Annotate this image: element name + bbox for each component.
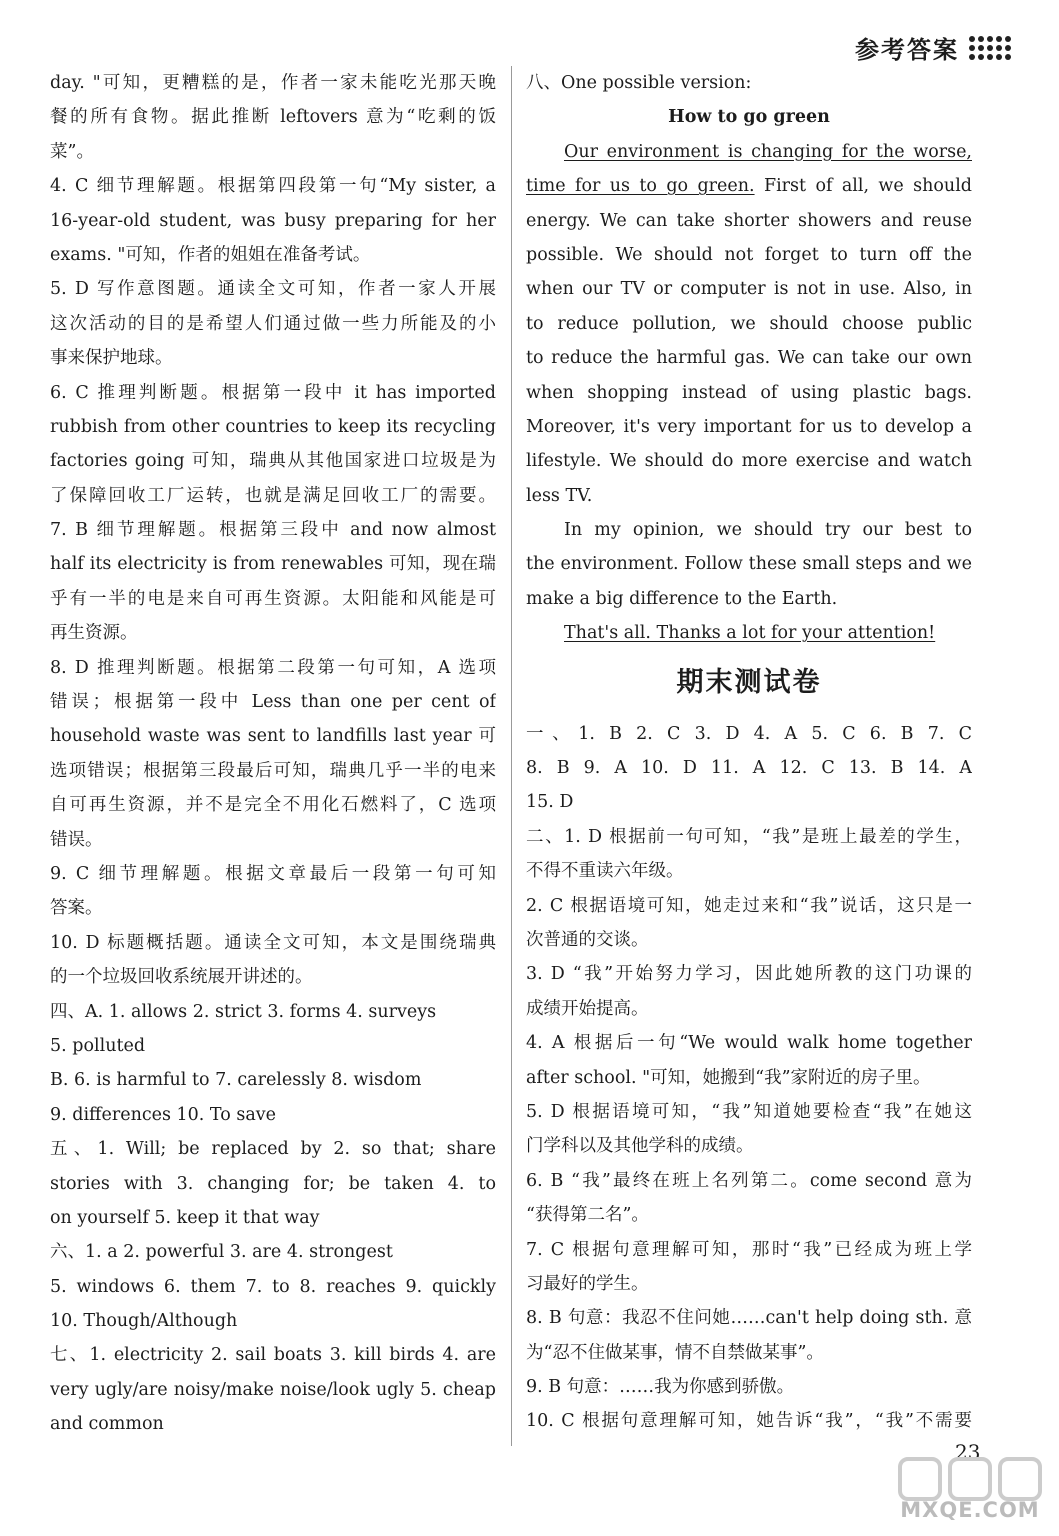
text-line [50, 307, 496, 341]
text-line [526, 547, 972, 581]
underlined-text: time for us to go green. [526, 176, 755, 197]
text-line [526, 272, 972, 306]
text-line [50, 1098, 496, 1132]
text-line [526, 1026, 972, 1060]
line-text: 9. C 细节理解题。根据文章最后一段第一句可知 [50, 863, 496, 884]
line-text: 习最好的学生。 [526, 1273, 649, 1294]
text-line [526, 410, 972, 444]
text-line [526, 854, 972, 888]
line-text: when shopping instead of using plastic bags. [526, 382, 972, 403]
line-text: 7. B 细节理解题。根据第三段中 and now almost [50, 520, 496, 541]
text-line [50, 238, 496, 272]
text-line [50, 616, 496, 650]
line-text: household waste was sent to landfills last year 可 [50, 726, 496, 747]
text-line [526, 513, 972, 547]
line-text: to reduce the harmful gas. We can take our own [526, 348, 972, 369]
line-text: half its electricity is from renewables 可知，现在瑞 [50, 554, 496, 575]
line-text: 乎有一半的电是来自可再生资源。太阳能和风能是可 [50, 588, 496, 609]
line-text: 错误。 [50, 829, 103, 850]
line-text: 事来保护地球。 [50, 348, 173, 369]
text-line [526, 479, 972, 513]
line-text: 10. D 标题概括题。通读全文可知，本文是围绕瑞典 [50, 932, 496, 953]
line-text: 9. B 句意：……我为你感到骄傲。 [526, 1377, 795, 1398]
text-line [526, 923, 972, 957]
line-text: 这次活动的目的是希望人们通过做一些力所能及的小 [50, 313, 496, 334]
dots-decoration-icon [969, 36, 1011, 60]
line-text: 6. B “我”最终在班上名列第二。come second 意为 [526, 1170, 972, 1191]
text-line [50, 960, 496, 994]
text-line [526, 717, 972, 751]
text-line [50, 754, 496, 788]
watermark-text: MXQE.COM [900, 1498, 1040, 1522]
text-line [526, 1164, 972, 1198]
text-line [526, 1301, 972, 1335]
text-line [50, 135, 496, 169]
text-line [50, 1167, 496, 1201]
text-line [526, 1336, 972, 1370]
text-line [526, 992, 972, 1026]
line-text: 再生资源。 [50, 623, 138, 644]
line-text: 四、A. 1. allows 2. strict 3. forms 4. surveys [50, 1001, 437, 1022]
page-header [855, 30, 1011, 65]
text-line [50, 1063, 496, 1097]
line-text: on yourself 5. keep it that way [50, 1207, 320, 1228]
text-line [526, 135, 972, 169]
line-text: 10. Though/Although [50, 1311, 238, 1332]
line-text: 8. B 句意：我忍不住问她……can't help doing sth. 意 [526, 1308, 972, 1329]
final-test-answers [526, 717, 972, 1439]
text-line [526, 582, 972, 616]
line-text: rubbish from other countries to keep its recycling [50, 416, 496, 437]
line-text: factories going 可知，瑞典从其他国家进口垃圾是为 [50, 451, 496, 472]
line-text: energy. We can take shorter showers and reuse [526, 210, 972, 231]
text-line [50, 204, 496, 238]
line-text: 菜”。 [50, 141, 94, 162]
line-text: How to go green [668, 107, 830, 128]
text-line [50, 1407, 496, 1441]
text-line [526, 1129, 972, 1163]
page-number: 23 [955, 1440, 981, 1464]
text-line [526, 238, 972, 272]
text-line [50, 169, 496, 203]
text-line [526, 616, 972, 650]
text-line [526, 785, 972, 819]
line-text: 门学科以及其他学科的成绩。 [526, 1136, 754, 1157]
column-divider [511, 66, 512, 1446]
text-line [526, 1233, 972, 1267]
text-line [50, 66, 496, 100]
line-text: 7. C 根据句意理解可知，那时“我”已经成为班上学 [526, 1239, 972, 1260]
line-text: “获得第二名”。 [526, 1205, 649, 1226]
text-line [50, 1132, 496, 1166]
line-text: less TV. [526, 485, 593, 506]
text-line [526, 100, 972, 134]
text-line [50, 995, 496, 1029]
line-text: 5. polluted [50, 1035, 146, 1056]
text-line [50, 444, 496, 478]
line-text: after school. "可知，她搬到“我”家附近的房子里。 [526, 1067, 931, 1088]
line-text: 六、1. a 2. powerful 3. are 4. strongest [50, 1242, 393, 1263]
line-text: 次普通的交谈。 [526, 929, 649, 950]
text-line [526, 1198, 972, 1232]
text-line [526, 1267, 972, 1301]
line-text: stories with 3. changing for; be taken 4. to [50, 1173, 496, 1194]
section-title: 期末测试卷 [676, 666, 822, 698]
line-text: 五、1. Will; be replaced by 2. so that; share [50, 1139, 496, 1160]
text-line [526, 66, 972, 100]
text-line [526, 307, 972, 341]
line-text: very ugly/are noisy/make noise/look ugly 5. cheap [50, 1379, 496, 1400]
line-text: day. "可知，更糟糕的是，作者一家未能吃光那天晚 [50, 73, 496, 93]
line-text: First of all, we should [763, 176, 972, 197]
text-line [50, 891, 496, 925]
line-text: 16-year-old student, was busy preparing for her [50, 210, 496, 231]
line-text: 8. B 9. A 10. D 11. A 12. C 13. B 14. A [526, 758, 972, 779]
line-text: when our TV or computer is not in use. Also, in [526, 279, 972, 300]
line-text: Our environment is changing for the worse, [564, 141, 972, 162]
text-line [526, 889, 972, 923]
line-text: to reduce pollution, we should choose public [526, 313, 972, 334]
line-text: lifestyle. We should do more exercise and watch [526, 451, 972, 472]
line-text: 5. D 写作意图题。通读全文可知，作者一家人开展 [50, 279, 496, 300]
line-text: 错误；根据第一段中 Less than one per cent of [50, 692, 496, 713]
line-text: B. 6. is harmful to 7. carelessly 8. wisdom [50, 1070, 422, 1091]
text-line [526, 1061, 972, 1095]
text-line [50, 547, 496, 581]
essay-block [526, 66, 972, 651]
line-text: 5. windows 6. them 7. to 8. reaches 9. quickly [50, 1276, 496, 1297]
text-line [50, 651, 496, 685]
line-text: 答案。 [50, 898, 103, 919]
text-line [50, 479, 496, 513]
text-line [50, 410, 496, 444]
line-text: exams. "可知，作者的姐姐在准备考试。 [50, 244, 371, 265]
line-text: In my opinion, we should try our best to [564, 520, 972, 541]
line-text: 4. A 根据后一句“We would walk home together [526, 1033, 972, 1054]
line-text: 10. C 根据句意理解可知，她告诉“我”，“我”不需要 [526, 1411, 972, 1432]
text-line [526, 444, 972, 478]
text-line [526, 341, 972, 375]
text-line [526, 1404, 972, 1438]
line-text: and common [50, 1414, 164, 1435]
text-line [50, 100, 496, 134]
line-text: possible. We should not forget to turn off the [526, 244, 972, 265]
line-text: 选项错误；根据第三段最后可知，瑞典几乎一半的电来 [50, 760, 496, 781]
line-text: That's all. Thanks a lot for your attention! [564, 623, 936, 644]
line-text: 七、1. electricity 2. sail boats 3. kill birds 4. are [50, 1345, 496, 1366]
line-text: 5. D 根据语境可知，“我”知道她要检查“我”在她这 [526, 1101, 972, 1122]
text-line [526, 820, 972, 854]
line-text: 餐的所有食物。据此推断 leftovers 意为“吃剩的饭 [50, 107, 496, 128]
text-line [50, 685, 496, 719]
text-line [526, 957, 972, 991]
line-text: 4. C 细节理解题。根据第四段第一句“My sister, a [50, 176, 496, 197]
text-line [50, 823, 496, 857]
text-line [50, 857, 496, 891]
line-text: make a big difference to the Earth. [526, 588, 838, 609]
text-line [50, 1304, 496, 1338]
line-text: 成绩开始提高。 [526, 998, 649, 1019]
header-title: 参考答案 [855, 36, 959, 64]
line-text: the environment. Follow these small steps and we [526, 554, 972, 575]
line-text: 15. D [526, 792, 574, 813]
right-column [526, 66, 972, 1439]
line-text: 二、1. D 根据前一句可知，“我”是班上最差的学生， [526, 826, 972, 847]
text-line [50, 513, 496, 547]
line-text: 八、One possible version: [526, 73, 752, 93]
text-line [50, 376, 496, 410]
line-text: 一、1. B 2. C 3. D 4. A 5. C 6. B 7. C [526, 723, 972, 744]
line-text: 3. D “我”开始努力学习，因此她所教的这门功课的 [526, 964, 972, 985]
line-text: 8. D 推理判断题。根据第二段第一句可知，A 选项 [50, 657, 496, 678]
text-line [526, 1370, 972, 1404]
text-line [50, 1270, 496, 1304]
line-text: 为“忍不住做某事，情不自禁做某事”。 [526, 1342, 824, 1363]
text-line [50, 1373, 496, 1407]
text-line [526, 169, 972, 203]
line-text: 不得不重读六年级。 [526, 861, 684, 882]
line-text: 自可再生资源，并不是完全不用化石燃料了，C 选项 [50, 795, 496, 816]
text-line [50, 926, 496, 960]
text-line [50, 1235, 496, 1269]
text-line [50, 341, 496, 375]
text-line [50, 272, 496, 306]
text-line [50, 1029, 496, 1063]
text-line [50, 1201, 496, 1235]
line-text: Moreover, it's very important for us to develop a [526, 416, 972, 437]
text-line [50, 582, 496, 616]
line-text: 9. differences 10. To save [50, 1104, 277, 1125]
text-line [526, 204, 972, 238]
text-line [50, 788, 496, 822]
line-text: 2. C 根据语境可知，她走过来和“我”说话，这只是一 [526, 895, 972, 916]
text-line [526, 376, 972, 410]
text-line [50, 1338, 496, 1372]
left-column [50, 66, 496, 1442]
text-line [526, 1095, 972, 1129]
text-line [526, 751, 972, 785]
line-text: 的一个垃圾回收系统展开讲述的。 [50, 967, 313, 988]
line-text: 了保障回收工厂运转，也就是满足回收工厂的需要。 [50, 485, 496, 506]
line-text: 6. C 推理判断题。根据第一段中 it has imported [50, 382, 496, 403]
text-line [50, 719, 496, 753]
